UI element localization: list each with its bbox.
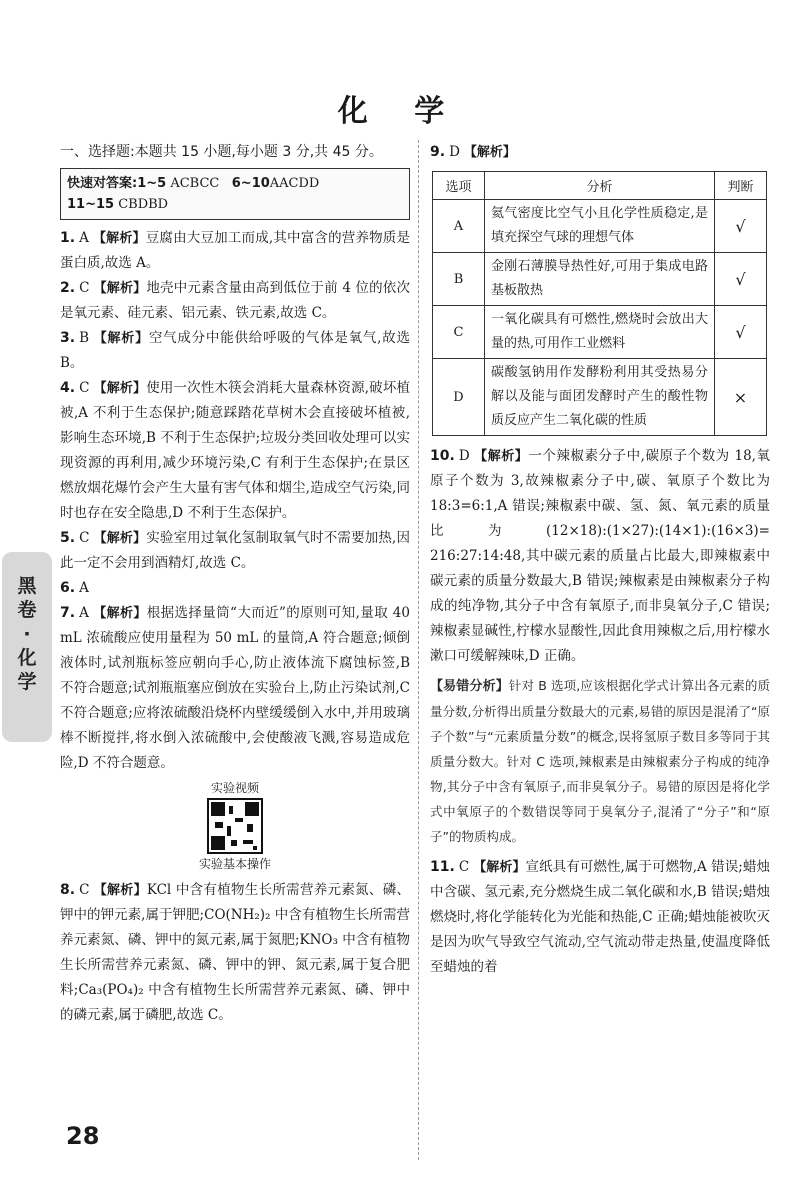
question-number: 7. [60,605,76,621]
table-cell-analysis: 碳酸氢钠用作发酵粉利用其受热易分解以及能与面团发酵时产生的酸性物质反应产生二氧化碳的性质 [485,359,715,436]
section-heading: 一、选择题:本题共 15 小题,每小题 3 分,共 45 分。 [60,144,383,160]
table-cell-judgment: × [715,359,767,436]
table-cell-option: A [433,200,485,253]
analysis-tag: 【解析】 [473,860,526,875]
page-number: 28 [66,1122,100,1150]
question-5 [60,526,410,576]
question-answer: D [458,448,470,464]
table-row [433,200,767,253]
question-11 [430,855,770,980]
question-explanation: 根据选择量筒“大而近”的原则可知,量取 40 mL 浓硫酸应使用量程为 50 mL 的量筒,A 符合题意;倾倒液体时,试剂瓶标签应朝向手心,防止液体流下腐蚀标签,B 不符合题意;试剂瓶瓶塞应倒放在实验台上,防止污染试剂,C 不符合题意;应将浓硫酸沿烧杯内壁缓缓倒入水中,并用玻璃棒不断搅拌,将水倒入浓硫酸中,会使酸液飞溅,容易造成危险,D 不符合题意。 [60,605,410,771]
question-answer: A [79,605,89,621]
question-answer: C [458,859,470,875]
question-number: 4. [60,380,76,396]
side-subject-tab [2,552,52,742]
error-analysis-tag: 【易错分析】 [430,679,509,694]
question-4 [60,376,410,526]
question-answer: C [79,530,90,546]
question-explanation: 豆腐由大豆加工而成,其中富含的营养物质是蛋白质,故选 A。 [60,230,410,271]
qr-video-block [60,780,410,872]
question-number: 5. [60,530,76,546]
qr-code[interactable] [207,798,263,854]
table-cell-judgment: √ [715,306,767,359]
question-number: 1. [60,230,76,246]
question-number: 8. [60,882,76,898]
question-8 [60,878,410,1028]
table-cell-judgment: √ [715,200,767,253]
table-row [433,253,767,306]
table-row [433,359,767,436]
qr-caption-top: 实验视频 [210,781,259,795]
question-number: 3. [60,330,76,346]
quick-answer-box [60,168,410,220]
question-3 [60,326,410,376]
question-number: 6. [60,580,76,596]
table-header-judgment: 判断 [715,172,767,200]
question-number: 11. [430,859,455,875]
answer-range-3: 11~15 [67,197,115,212]
analysis-tag: 【解析】 [93,381,147,396]
analysis-tag: 【解析】 [93,883,147,898]
question-answer: B [79,330,89,346]
analysis-tag: 【解析】 [92,606,147,621]
column-divider [418,140,419,1160]
qr-caption-bottom: 实验基本操作 [198,857,271,871]
table-cell-analysis: 氦气密度比空气小且化学性质稳定,是填充探空气球的理想气体 [485,200,715,253]
table-header-row [433,172,767,200]
question-1 [60,226,410,276]
question-answer: A [79,230,89,246]
table-row [433,306,767,359]
analysis-tag: 【解析】 [93,531,147,546]
question-6 [60,576,410,601]
analysis-tag: 【解析】 [473,449,529,464]
right-column [430,140,770,980]
question-number: 9. [430,144,446,160]
table-cell-judgment: √ [715,253,767,306]
table-cell-option: C [433,306,485,359]
analysis-table [432,171,767,436]
question-explanation: 一个辣椒素分子中,碳原子个数为 18,氧原子个数为 3,故辣椒素分子中,碳、氧原子个数比为 18:3=6:1,A 错误;辣椒素中碳、氢、氮、氧元素的质量比为(12×18):(1×27):(14×1):(16×3)= 216:27:14:48,其中碳元素的质量占比最大,即辣椒素中碳元素的质量分数最大,B 错误;辣椒素是由辣椒素分子构成的纯净物,其分子中含有氧原子,而非臭氧分子,C 错误;辣椒素显碱性,柠檬水显酸性,因此食用辣椒之后,用柠檬水漱口可缓解辣味,D 正确。 [430,448,770,664]
question-explanation: 宣纸具有可燃性,属于可燃物,A 错误;蜡烛中含碳、氢元素,充分燃烧生成二氧化碳和水,B 错误;蜡烛燃烧时,将化学能转化为光能和热能,C 正确;蜡烛能被吹灭是因为吹气导致空气流动,空气流动带走热量,使温度降低至蜡烛的着 [430,859,770,975]
question-number: 10. [430,448,455,464]
question-number: 2. [60,280,76,296]
table-cell-option: B [433,253,485,306]
quick-answer-label: 快速对答案: [67,176,138,191]
question-answer: C [79,882,90,898]
side-subject-label: 黑卷·化学 [17,575,37,693]
analysis-tag: 【解析】 [92,331,149,346]
table-cell-option: D [433,359,485,436]
question-explanation: 空气成分中能供给呼吸的气体是氧气,故选 B。 [60,330,410,371]
question-9 [430,140,770,165]
page-title: 化 学 [337,94,463,129]
question-explanation: 使用一次性木筷会消耗大量森林资源,破坏植被,A 不利于生态保护;随意踩踏花草树木会直接破坏植被,影响生态环境,B 不利于生态保护;垃圾分类回收处理可以实现资源的再利用,减少环境污染,C 有利于生态保护;在景区燃放烟花爆竹会产生大量有害气体和烟尘,造成空气污染,同时也存在安全隐患,D 不利于生态保护。 [60,380,410,521]
question-answer: C [79,280,90,296]
left-column [60,140,410,1028]
error-analysis-text: 针对 B 选项,应该根据化学式计算出各元素的质量分数,分析得出质量分数最大的元素,易错的原因是混淆了“原子个数”与“元素质量分数”的概念,误将氢原子数目多等同于其质量分数大。针对 C 选项,辣椒素是由辣椒素分子构成的纯净物,其分子中含有氧原子,而非臭氧分子。易错的原因是将化学式中氧原子的个数错误等同于臭氧分子,混淆了“分子”和“原子”的物质构成。 [430,678,770,844]
answer-range-2: 6~10 [231,176,270,191]
question-explanation: 地壳中元素含量由高到低位于前 4 位的依次是氧元素、硅元素、铝元素、铁元素,故选 C。 [60,280,410,321]
table-header-option: 选项 [433,172,485,200]
table-header-analysis: 分析 [485,172,715,200]
answer-values-2: AACDD [269,176,320,191]
question-7 [60,601,410,776]
analysis-tag: 【解析】 [92,231,146,246]
analysis-tag: 【解析】 [93,281,147,296]
table-cell-analysis: 一氧化碳具有可燃性,燃烧时会放出大量的热,可用作工业燃料 [485,306,715,359]
question-answer: D [449,144,460,160]
error-analysis-note [430,673,770,849]
question-answer: A [79,580,89,596]
question-explanation: 实验室用过氧化氢制取氧气时不需要加热,因此一定不会用到酒精灯,故选 C。 [60,530,410,571]
table-cell-analysis: 金刚石薄膜导热性好,可用于集成电路基板散热 [485,253,715,306]
analysis-tag: 【解析】 [463,145,516,160]
answer-range-1: 1~5 [137,176,167,191]
question-explanation: KCl 中含有植物生长所需营养元素氮、磷、钾中的钾元素,属于钾肥;CO(NH₂)₂ 中含有植物生长所需营养元素氮、磷、钾中的氮元素,属于氮肥;KNO₃ 中含有植物生长所需营养元素氮、磷、钾中的钾、氮元素,属于复合肥料;Ca₃(PO₄)₂ 中含有植物生长所需营养元素氮、磷、钾中的磷元素,属于磷肥,故选 C。 [60,882,410,1023]
question-answer: C [79,380,90,396]
answer-values-3: CBDBD [114,197,169,212]
answer-values-1: ACBCC [166,176,220,191]
question-2 [60,276,410,326]
question-10 [430,444,770,669]
